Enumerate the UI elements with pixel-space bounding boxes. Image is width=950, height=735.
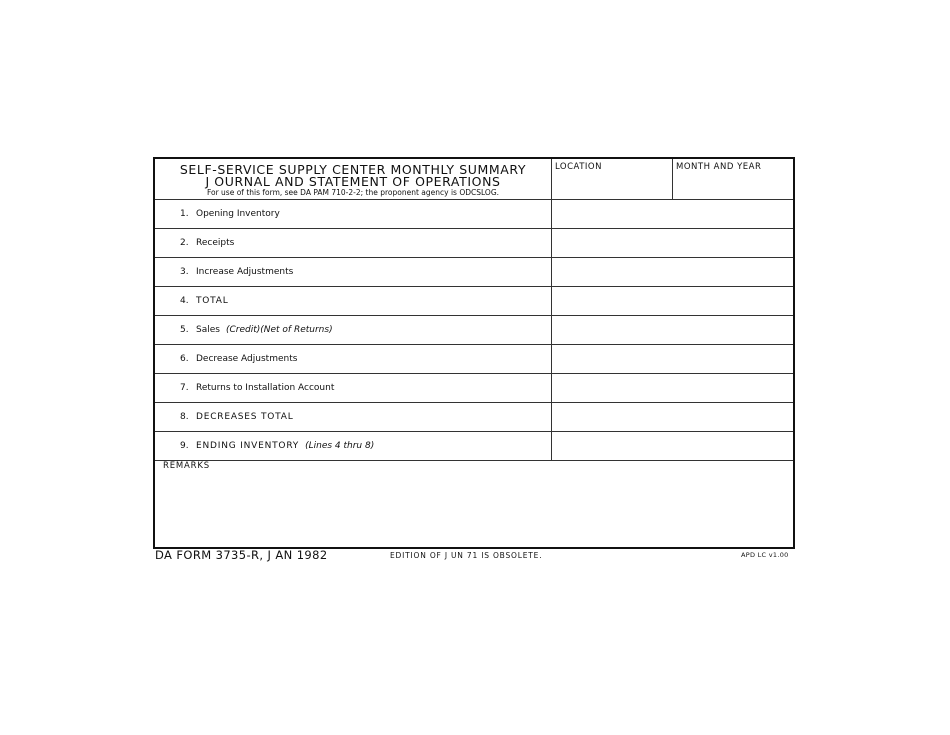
line-text-main: Increase Adjustments: [196, 267, 294, 277]
line-text-main: Opening Inventory: [196, 209, 280, 219]
line-number: 8.: [180, 412, 189, 422]
line-item-opening-inventory: [155, 200, 793, 229]
line-label: [155, 229, 552, 257]
line-text: [196, 403, 294, 431]
line-number: 9.: [180, 441, 189, 451]
location-label: LOCATION: [555, 162, 602, 172]
line-text: [196, 287, 229, 315]
form-title-line2: J OURNAL AND STATEMENT OF OPERATIONS: [205, 174, 501, 189]
line-items: [155, 200, 793, 461]
remarks-label: REMARKS: [163, 461, 210, 471]
form-3735: [153, 157, 795, 549]
line-label: [155, 316, 552, 344]
form-instruction: For use of this form, see DA PAM 710-2-2; the proponent agency is ODCSLOG.: [206, 188, 500, 197]
line-item-total: [155, 287, 793, 316]
line-note: (Credit)(Net of Returns): [225, 325, 333, 335]
ending-inventory-value[interactable]: [552, 432, 793, 460]
line-label: [155, 403, 552, 431]
sales-value[interactable]: [552, 316, 793, 344]
line-item-receipts: [155, 229, 793, 258]
line-text: [196, 229, 234, 257]
edition-note: EDITION OF J UN 71 IS OBSOLETE.: [390, 551, 543, 560]
line-number: 4.: [180, 296, 189, 306]
form-number: DA FORM 3735-R, J AN 1982: [155, 548, 328, 562]
line-item-sales: [155, 316, 793, 345]
line-number: 5.: [180, 325, 189, 335]
line-label: [155, 345, 552, 373]
line-number: 2.: [180, 238, 189, 248]
version-label: APD LC v1.00: [741, 551, 789, 559]
line-text: [196, 432, 374, 460]
line-label: [155, 374, 552, 402]
line-label: [155, 200, 552, 228]
line-item-decreases-total: [155, 403, 793, 432]
returns-value[interactable]: [552, 374, 793, 402]
increase-adjustments-value[interactable]: [552, 258, 793, 286]
total-value[interactable]: [552, 287, 793, 315]
line-text-main: Returns to Installation Account: [196, 383, 335, 393]
receipts-value[interactable]: [552, 229, 793, 257]
line-number: 1.: [180, 209, 189, 219]
line-text: [196, 200, 280, 228]
line-text-main: Decrease Adjustments: [196, 354, 298, 364]
month-year-label: MONTH AND YEAR: [676, 162, 762, 172]
remarks-field[interactable]: [155, 460, 793, 547]
line-note: (Lines 4 thru 8): [305, 441, 375, 451]
decrease-adjustments-value[interactable]: [552, 345, 793, 373]
line-text-main: Receipts: [196, 238, 235, 248]
line-number: 7.: [180, 383, 189, 393]
line-text: [196, 316, 333, 344]
month-year-field[interactable]: [673, 159, 793, 199]
line-label: [155, 287, 552, 315]
line-text-main: Sales: [196, 325, 220, 335]
line-text-main: ENDING INVENTORY: [196, 441, 300, 451]
decreases-total-value[interactable]: [552, 403, 793, 431]
line-label: [155, 258, 552, 286]
line-number: 3.: [180, 267, 189, 277]
line-number: 6.: [180, 354, 189, 364]
line-text-main: TOTAL: [196, 296, 229, 306]
form-header: [155, 159, 793, 200]
opening-inventory-value[interactable]: [552, 200, 793, 228]
line-item-decrease-adjustments: [155, 345, 793, 374]
title-box: [155, 159, 552, 199]
location-field[interactable]: [552, 159, 673, 199]
line-text: [196, 374, 334, 402]
line-item-increase-adjustments: [155, 258, 793, 287]
line-text: [196, 258, 293, 286]
line-item-ending-inventory: [155, 432, 793, 461]
line-label: [155, 432, 552, 460]
line-text-main: DECREASES TOTAL: [196, 412, 294, 422]
line-text: [196, 345, 297, 373]
line-item-returns: [155, 374, 793, 403]
form-title-line1: SELF-SERVICE SUPPLY CENTER MONTHLY SUMMARY: [179, 162, 527, 177]
